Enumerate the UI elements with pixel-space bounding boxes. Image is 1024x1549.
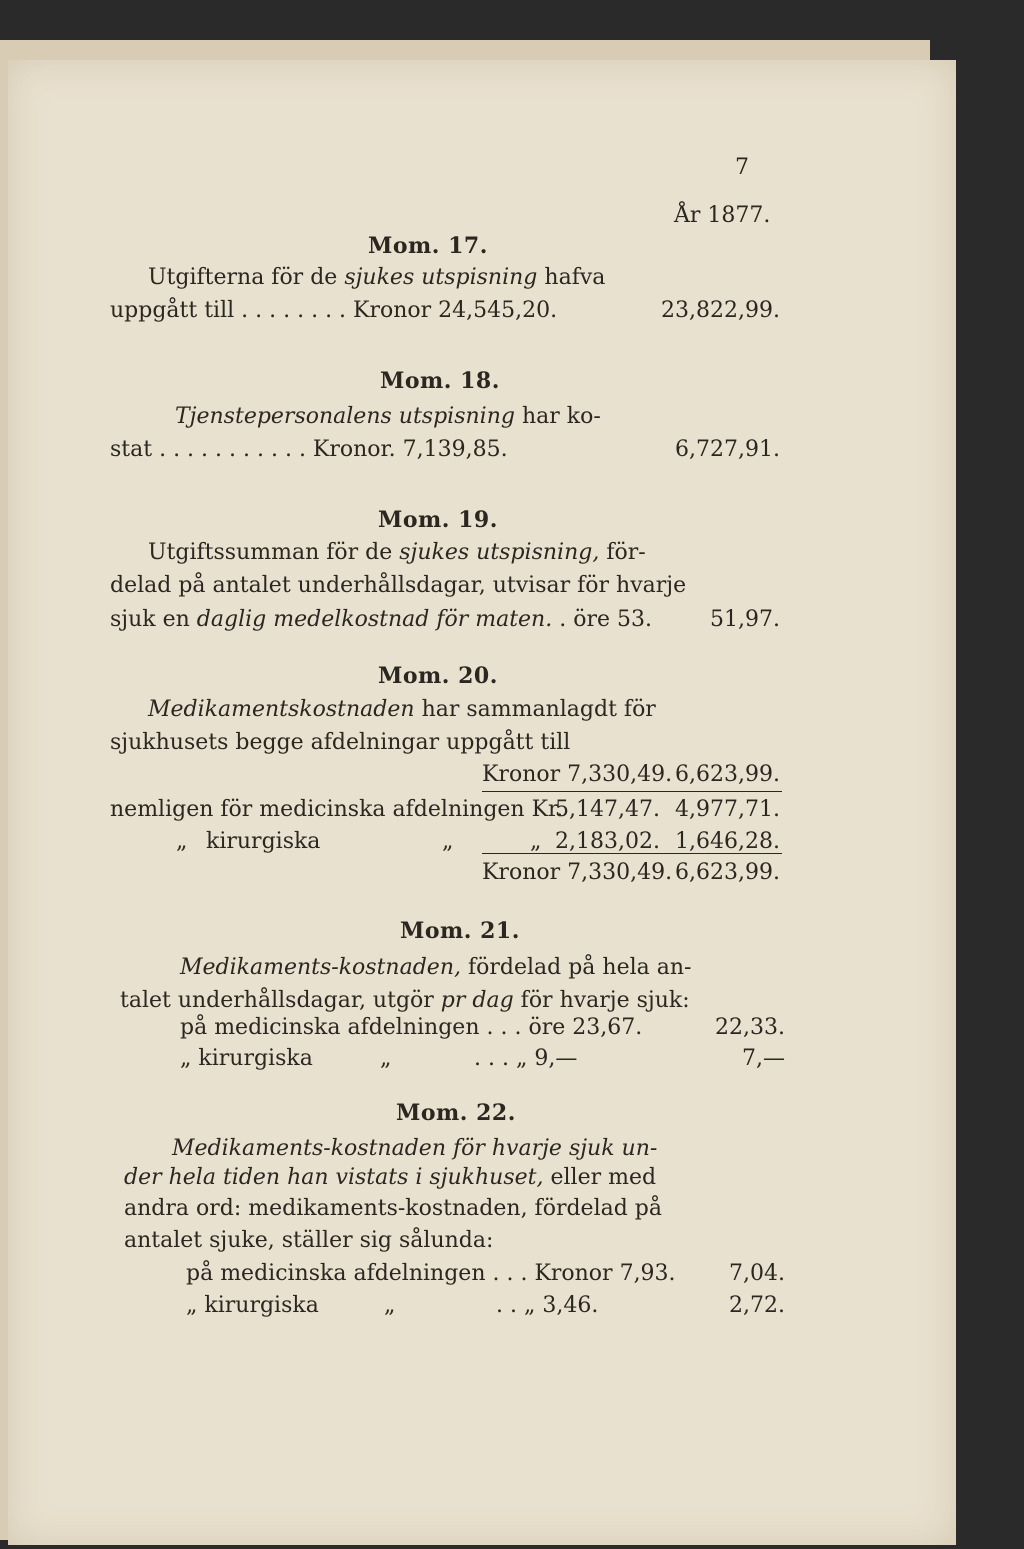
mom17-value-1877: 23,822,99.	[661, 298, 780, 323]
mom21-line2: talet underhållsdagar, utgör pr dag för hvarje sjuk:	[120, 988, 690, 1013]
mom20-line1: Medikamentskostnaden har sammanlagdt för	[148, 697, 656, 722]
mom18-line2: stat . . . . . . . . . . . Kronor. 7,139,85.	[110, 437, 508, 462]
mom20-line2: sjukhusets begge afdelningar uppgått till	[110, 730, 571, 755]
page-number: 7	[735, 155, 749, 180]
mom17-line2: uppgått till . . . . . . . . Kronor 24,545,20.	[110, 298, 558, 323]
mom18-value-1877: 6,727,91.	[675, 437, 780, 462]
mom19-heading: Mom. 19.	[378, 507, 498, 533]
mom20-row-kir-ditto2: „	[442, 829, 454, 854]
mom22-line1: Medikaments-kostnaden för hvarje sjuk un-	[172, 1136, 658, 1161]
mom20-heading: Mom. 20.	[378, 663, 498, 689]
rule-line	[482, 791, 782, 792]
year-header: År 1877.	[674, 203, 771, 228]
mom22-row-kir-val: . . „ 3,46.	[496, 1293, 599, 1318]
mom22-row-kir-label: „ kirurgiska	[186, 1293, 319, 1318]
mom21-row-kir-1877: 7,—	[742, 1046, 785, 1071]
mom22-heading: Mom. 22.	[396, 1100, 516, 1126]
mom20-row-kir-1877: 1,646,28.	[675, 829, 780, 854]
mom19-line3: sjuk en daglig medelkostnad för maten. . öre 53.	[110, 607, 652, 632]
mom22-row-med: på medicinska afdelningen . . . Kronor 7,93.	[186, 1261, 676, 1286]
mom20-total2: Kronor 7,330,49.	[482, 860, 673, 885]
mom20-total1: Kronor 7,330,49.	[482, 762, 673, 787]
mom22-line4: antalet sjuke, ställer sig sålunda:	[124, 1228, 494, 1253]
mom18-line1: Tjenstepersonalens utspisning har ko-	[175, 404, 601, 429]
mom21-line1: Medikaments-kostnaden, fördelad på hela an-	[180, 955, 692, 980]
mom22-line3: andra ord: medikaments-kostnaden, fördelad på	[124, 1196, 662, 1221]
mom19-value-1877: 51,97.	[710, 607, 780, 632]
mom21-row-kir-ditto: „	[380, 1046, 392, 1071]
mom19-line2: delad på antalet underhållsdagar, utvisar för hvarje	[110, 573, 687, 598]
mom20-row-kir-val: 2,183,02.	[555, 829, 660, 854]
mom21-heading: Mom. 21.	[400, 918, 520, 944]
mom17-heading: Mom. 17.	[368, 233, 488, 259]
rule-line	[482, 853, 782, 854]
mom20-row-med-label: nemligen för medicinska afdelningen Kr.	[110, 797, 564, 822]
mom20-row-kir-ditto1: „	[176, 829, 188, 854]
mom21-row-med: på medicinska afdelningen . . . öre 23,67.	[180, 1015, 643, 1040]
mom22-row-kir-ditto: „	[384, 1293, 396, 1318]
mom17-line1: Utgifterna för de sjukes utspisning hafva	[148, 265, 606, 290]
mom21-row-med-1877: 22,33.	[715, 1015, 785, 1040]
mom22-row-med-1877: 7,04.	[729, 1261, 785, 1286]
mom20-row-kir-ditto3: „	[530, 829, 542, 854]
mom21-row-kir-label: „ kirurgiska	[180, 1046, 313, 1071]
mom18-heading: Mom. 18.	[380, 368, 500, 394]
mom20-row-med-val: 5,147,47.	[555, 797, 660, 822]
mom20-total2-1877: 6,623,99.	[675, 860, 780, 885]
mom22-row-kir-1877: 2,72.	[729, 1293, 785, 1318]
mom21-row-kir-val: . . . „ 9,—	[474, 1046, 578, 1071]
mom20-total1-1877: 6,623,99.	[675, 762, 780, 787]
mom20-row-kir-label: kirurgiska	[206, 829, 321, 854]
mom22-line2: der hela tiden han vistats i sjukhuset, eller med	[124, 1165, 657, 1190]
mom19-line1: Utgiftssumman för de sjukes utspisning, för-	[148, 540, 646, 565]
mom20-row-med-1877: 4,977,71.	[675, 797, 780, 822]
